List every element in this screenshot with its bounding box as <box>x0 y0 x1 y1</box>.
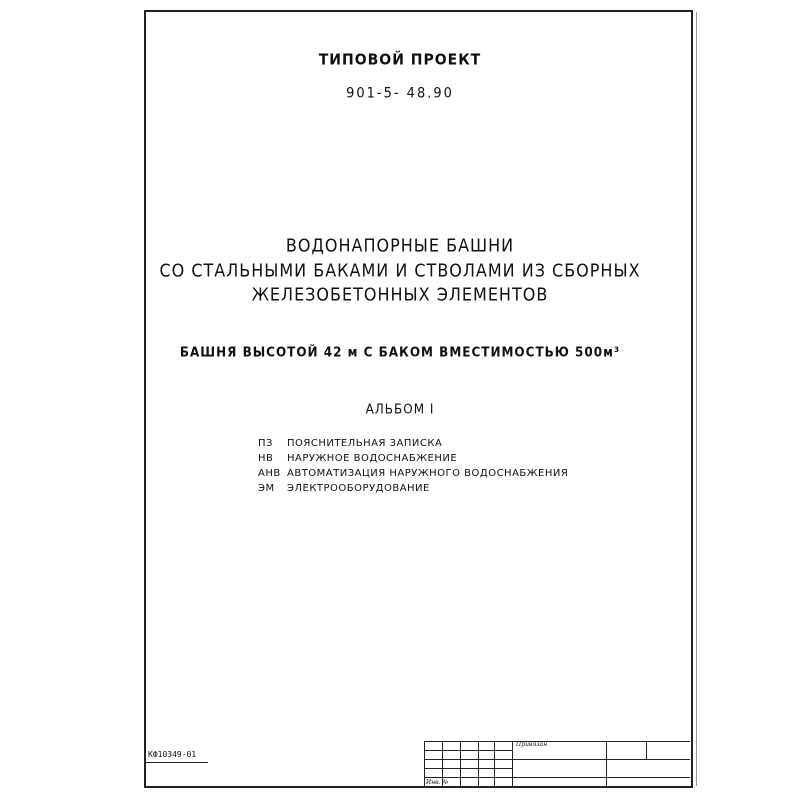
stamp-line <box>424 768 512 769</box>
stamp-line <box>478 741 479 788</box>
contents-code: НВ <box>258 453 274 464</box>
contents-item <box>258 481 568 496</box>
contents-item <box>258 436 568 451</box>
stamp-signature: Привязан <box>516 741 548 748</box>
document-title-line-1: ВОДОНАПОРНЫЕ БАШНИ <box>285 235 515 256</box>
stamp-line <box>460 741 461 788</box>
stamp-line <box>424 777 690 778</box>
drawing-frame <box>144 10 693 788</box>
document-title-line-3: ЖЕЛЕЗОБЕТОННЫХ ЭЛЕМЕНТОВ <box>251 284 549 305</box>
inventory-underline <box>146 762 208 763</box>
contents-code: ПЗ <box>258 438 273 449</box>
contents-label: ПОЯСНИТЕЛЬНАЯ ЗАПИСКА <box>287 438 443 449</box>
contents-code: ЭМ <box>258 483 275 494</box>
album-label: АЛЬБОМ I <box>365 401 435 417</box>
document-title-line-2: СО СТАЛЬНЫМИ БАКАМИ И СТВОЛАМИ ИЗ СБОРНЫХ <box>159 260 641 281</box>
project-code: 901-5- 48.90 <box>346 85 454 102</box>
stamp-line <box>494 741 495 788</box>
project-series: ТИПОВОЙ ПРОЕКТ <box>318 51 482 69</box>
contents-code: АНВ <box>258 468 281 479</box>
stamp-line <box>512 741 513 788</box>
contents-list <box>258 436 568 496</box>
stamp-line <box>646 741 647 759</box>
stamp-line <box>424 750 512 751</box>
inventory-number: КФ10349-01 <box>148 750 197 759</box>
contents-item <box>258 466 568 481</box>
contents-label: НАРУЖНОЕ ВОДОСНАБЖЕНИЕ <box>287 453 458 464</box>
stamp-signature: Инв. № <box>426 779 449 786</box>
stamp-line <box>424 741 425 788</box>
document-subtitle: БАШНЯ ВЫСОТОЙ 42 м С БАКОМ ВМЕСТИМОСТЬЮ 500м³ <box>179 344 621 360</box>
stamp-line <box>424 759 690 760</box>
stamp-line <box>606 741 607 788</box>
contents-label: АВТОМАТИЗАЦИЯ НАРУЖНОГО ВОДОСНАБЖЕНИЯ <box>287 468 569 479</box>
contents-label: ЭЛЕКТРООБОРУДОВАНИЕ <box>287 483 430 494</box>
contents-item <box>258 451 568 466</box>
stamp-line <box>424 741 690 742</box>
